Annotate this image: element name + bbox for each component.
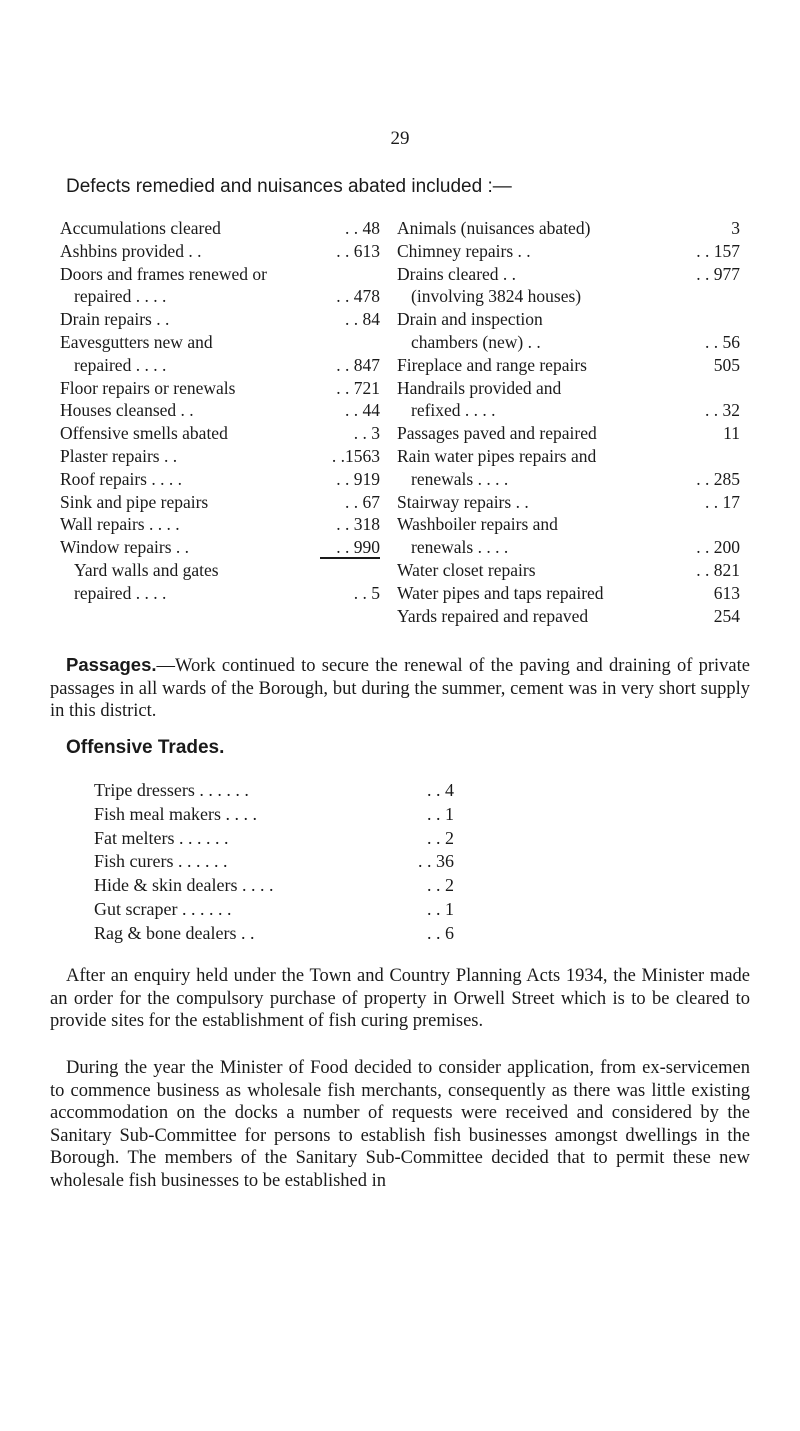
defect-right-row (397, 536, 740, 559)
defect-left-value: . . 613 (336, 240, 380, 261)
defect-left-row (60, 308, 380, 331)
trade-label: Gut scraper . . . . . . (94, 898, 232, 919)
defect-right-label: refixed . . . . (411, 400, 496, 421)
defect-right-row (397, 331, 740, 354)
trade-label: Rag & bone dealers . . (94, 922, 255, 943)
enquiry-paragraph: After an enquiry held under the Town and Country Planning Acts 1934, the Minister made an order for the compulsory purchase of property in Orwell Street which is to be cleared to provide sites for the establishment of fish curing premises. (50, 966, 750, 1032)
defect-left-row (60, 468, 380, 491)
defect-left-value: . . 990 (320, 536, 380, 559)
defect-right-row (397, 559, 740, 582)
defect-right-label: Water pipes and taps repaired (397, 582, 604, 603)
defect-left-label: Sink and pipe repairs (60, 491, 209, 512)
trade-value: . . 36 (418, 851, 454, 872)
defect-right-row (397, 354, 740, 377)
page-number: 29 (390, 128, 410, 149)
trade-row (94, 779, 454, 803)
passages-text: —Work continued to secure the renewal of the paving and draining of private passages in all wards of the Borough, but during the summer, cement was in very short supply in this district. (50, 656, 750, 722)
defect-right-value: . . 977 (696, 263, 740, 284)
defect-left-row (60, 263, 380, 286)
trade-label: Fat melters . . . . . . (94, 827, 229, 848)
defect-right-label: Rain water pipes repairs and (397, 445, 597, 466)
trade-row (94, 850, 454, 874)
defect-right-label: Passages paved and repaired (397, 423, 597, 444)
defect-right-value: 3 (731, 218, 740, 238)
defect-right-label: Handrails provided and (397, 377, 562, 398)
defect-right-row (397, 240, 740, 263)
food-paragraph: During the year the Minister of Food decided to consider application, from ex-servicemen to commence business as wholesale fish merchants, consequently as there was little existing accommodation on the docks a number of requests were received and considered by the Sanitary Sub-Committee for persons to establish fish businesses amongst dwellings in the Borough. The members of the Sanitary Sub-Committee decided that to permit these new wholesale fish businesses to be established in (50, 1058, 750, 1191)
defect-right-label: Water closet repairs (397, 559, 536, 580)
defect-left-value: . . 3 (353, 423, 380, 444)
defect-left-value: . . 721 (336, 377, 380, 398)
defect-left-label: Roof repairs . . . . (60, 468, 182, 489)
defect-right-label: Washboiler repairs and (397, 514, 558, 535)
defect-left-label: repaired . . . . (74, 286, 167, 307)
defect-right-value (700, 445, 740, 468)
defect-right-value (700, 377, 740, 400)
trade-value: . . 4 (427, 780, 454, 800)
defect-right-value: . . 17 (705, 491, 740, 512)
defect-left-label: Floor repairs or renewals (60, 377, 236, 398)
defect-left-value: . . 44 (345, 400, 380, 421)
trade-value: . . 1 (427, 898, 454, 919)
defect-right-value (700, 308, 740, 331)
defect-right-value: . . 285 (696, 468, 740, 489)
defect-left-label: Doors and frames renewed or (60, 263, 268, 284)
defect-right-label: Animals (nuisances abated) (397, 218, 591, 238)
offensive-trades-list (94, 779, 454, 946)
defect-right-label: chambers (new) . . (411, 331, 541, 352)
trade-value: . . 2 (427, 827, 454, 848)
defect-right-row (397, 445, 740, 468)
defect-left-label: Accumulations cleared (60, 218, 221, 238)
defect-right-label: Yards repaired and repaved (397, 605, 589, 626)
defect-right-value: . . 821 (696, 559, 740, 580)
passages-lead: Passages. (66, 654, 157, 675)
defect-left-value (320, 331, 380, 354)
defect-left-label: Window repairs . . (60, 537, 190, 558)
trade-row (94, 922, 454, 946)
defect-right-value: . . 56 (705, 331, 740, 352)
defect-right-value: 11 (723, 423, 740, 444)
defect-right-value: . . 157 (696, 240, 740, 261)
trade-label: Fish curers . . . . . . (94, 851, 228, 872)
trade-row (94, 898, 454, 922)
defect-left-row (60, 377, 380, 400)
defect-left-value: . . 5 (353, 582, 380, 603)
defect-right-label: renewals . . . . (411, 537, 509, 558)
defect-right-row (397, 263, 740, 286)
defect-left-row (60, 399, 380, 422)
defect-right-row (397, 513, 740, 536)
defect-left-label: Houses cleansed . . (60, 400, 194, 421)
defect-left-label: Eavesgutters new and (60, 331, 213, 352)
defect-left-value (320, 559, 380, 582)
defect-right-label: Drain and inspection (397, 309, 543, 330)
defect-right-row (397, 285, 740, 308)
defect-left-row (60, 513, 380, 536)
defect-right-value (700, 285, 740, 308)
trade-label: Tripe dressers . . . . . . (94, 780, 249, 800)
defect-left-row (60, 445, 380, 468)
defect-left-label: Ashbins provided . . (60, 240, 202, 261)
defect-left-row (60, 240, 380, 263)
defect-left-value: . .1563 (331, 445, 380, 466)
defect-right-label: renewals . . . . (411, 468, 509, 489)
trade-row (94, 803, 454, 827)
defect-right-label: Chimney repairs . . (397, 240, 531, 261)
defect-left-value: . . 67 (345, 491, 380, 512)
defect-left-row (60, 582, 380, 605)
defect-left-value (320, 263, 380, 286)
defects-intro: Defects remedied and nuisances abated included :— (66, 176, 512, 197)
defect-left-value: . . 48 (345, 218, 380, 238)
trade-value: . . 2 (427, 875, 454, 896)
defect-right-row (397, 308, 740, 331)
defect-right-value: . . 32 (705, 400, 740, 421)
defect-right-label: Stairway repairs . . (397, 491, 529, 512)
trade-row (94, 874, 454, 898)
defect-left-value: . . 84 (345, 309, 380, 330)
defect-right-value: 254 (713, 605, 740, 626)
defect-left-row (60, 559, 380, 582)
defect-right-label: Drains cleared . . (397, 263, 517, 284)
defect-left-row (60, 422, 380, 445)
defects-left-column (60, 217, 380, 605)
offensive-trades-heading: Offensive Trades. (66, 737, 225, 758)
defect-right-value (700, 513, 740, 536)
defect-left-label: Offensive smells abated (60, 423, 228, 444)
trade-row (94, 827, 454, 851)
defect-left-label: Plaster repairs . . (60, 445, 178, 466)
defect-left-row (60, 331, 380, 354)
defect-right-row (397, 422, 740, 445)
defect-right-row (397, 399, 740, 422)
defect-left-value: . . 478 (336, 286, 380, 307)
defect-left-label: Wall repairs . . . . (60, 514, 180, 535)
defect-left-label: repaired . . . . (74, 354, 167, 375)
defect-right-row (397, 377, 740, 400)
defect-left-value: . . 318 (336, 514, 380, 535)
defect-right-value: 613 (713, 582, 740, 603)
defects-right-column (397, 217, 740, 627)
trade-label: Fish meal makers . . . . (94, 803, 257, 824)
defect-right-row (397, 491, 740, 514)
defect-left-value: . . 919 (336, 468, 380, 489)
trade-value: . . 6 (427, 922, 454, 943)
defect-right-label: (involving 3824 houses) (411, 286, 582, 307)
defect-right-row (397, 468, 740, 491)
defect-left-row (60, 217, 380, 240)
defect-right-row (397, 217, 740, 240)
defect-right-value: . . 200 (696, 537, 740, 558)
defect-left-row (60, 491, 380, 514)
trade-value: . . 1 (427, 803, 454, 824)
defect-left-row (60, 354, 380, 377)
trade-label: Hide & skin dealers . . . . (94, 875, 274, 896)
defect-left-row (60, 536, 380, 559)
defect-left-row (60, 285, 380, 308)
defect-left-label: Drain repairs . . (60, 309, 170, 330)
defect-left-value: . . 847 (336, 354, 380, 375)
passages-paragraph (50, 654, 750, 723)
defect-left-label: repaired . . . . (74, 582, 167, 603)
defect-right-row (397, 605, 740, 628)
defect-right-row (397, 582, 740, 605)
defect-left-label: Yard walls and gates (74, 559, 219, 580)
defect-right-label: Fireplace and range repairs (397, 354, 587, 375)
defect-right-value: 505 (713, 354, 740, 375)
